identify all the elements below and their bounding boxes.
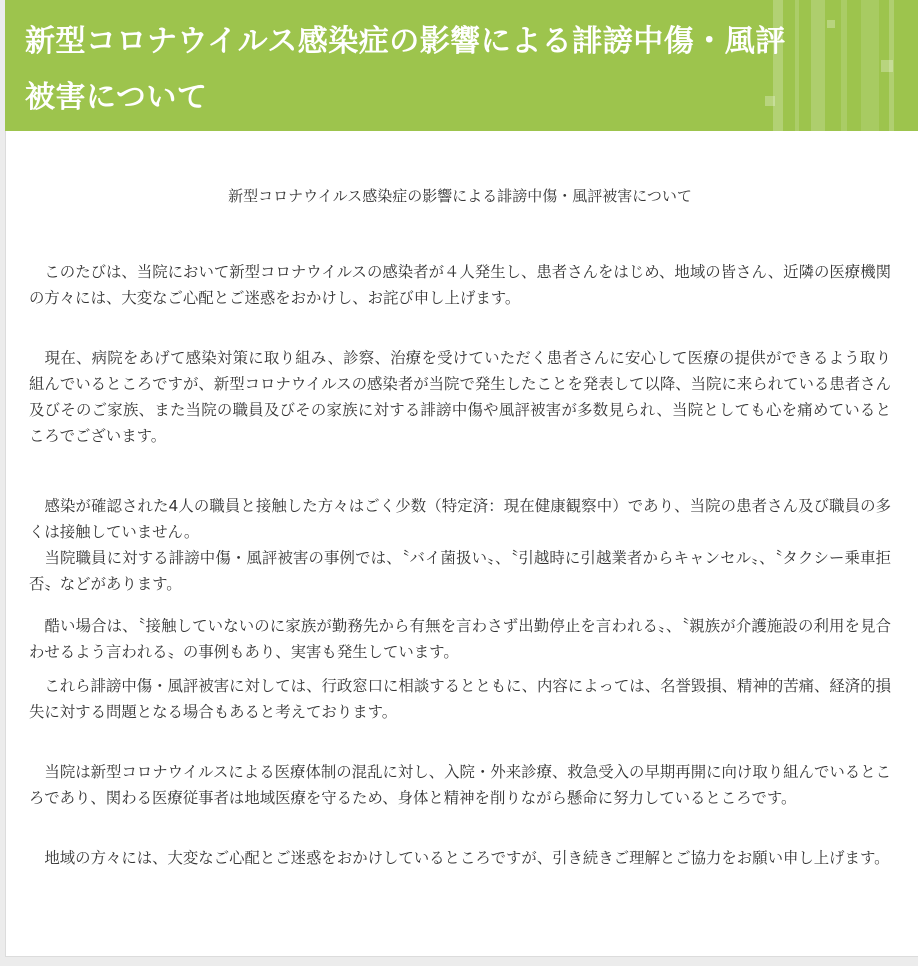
page-title-line-1: 新型コロナウイルス感染症の影響による誹謗中傷・風評 [25,24,786,59]
article-paragraph-response: これら誹謗中傷・風評被害に対しては、行政窓口に相談するとともに、内容によっては、名誉毀損、精神的苦痛、経済的損失に対する問題となる場合もあると考えております。 [29,677,891,721]
article-heading: 新型コロナウイルス感染症の影響による誹謗中傷・風評被害について [228,187,692,205]
article-paragraph-request: 地域の方々には、大変なご心配とご迷惑をおかけしているところですが、引き続きご理解とご協力をお願い申し上げます。 [29,849,890,867]
article-paragraph-severe-cases: 酷い場合は、〝接触していないのに家族が勤務先から有無を言わさず出勤停止を言われる〟、〝親族が介護施設の利用を見合わせるよう言われる〟の事例もあり、実害も発生しています。 [29,617,891,661]
article-paragraph-contacts: 感染が確認された4人の職員と接触した方々はごく少数（特定済：現在健康観察中）であり、当院の患者さん及び職員の多くは接触していません。 [29,497,891,541]
page-title [25,14,885,126]
article-paragraph-current-status: 現在、病院をあげて感染対策に取り組み、診察、治療を受けていただく患者さんに安心して医療の提供ができるよう取り組んでいるところですが、新型コロナウイルスの感染者が当院で発生したことを発表して以降、当院に来られている患者さん及びそのご家族、また当院の職員及びその家族に対する誹謗中傷や風評被害が多数見られ、当院としても心を痛めているところでございます。 [29,349,891,445]
article-paragraph-apology: このたびは、当院において新型コロナウイルスの感染者が４人発生し、患者さんをはじめ、地域の皆さん、近隣の医療機関の方々には、大変なご心配とご迷惑をおかけし、お詫び申し上げます。 [29,263,891,307]
article-paragraph-hospital-efforts: 当院は新型コロナウイルスによる医療体制の混乱に対し、入院・外来診療、救急受入の早期再開に向け取り組んでいるところであり、関わる医療従事者は地域医療を守るため、身体と精神を削りながら懸命に努力しているところです。 [29,763,891,807]
page-banner [5,0,918,131]
article-paragraph-examples: 当院職員に対する誹謗中傷・風評被害の事例では、〝バイ菌扱い〟、〝引越時に引越業者からキャンセル〟、〝タクシー乗車拒否〟などがあります。 [29,549,891,593]
page-title-line-2: 被害について [25,80,208,115]
article-card [5,131,918,957]
